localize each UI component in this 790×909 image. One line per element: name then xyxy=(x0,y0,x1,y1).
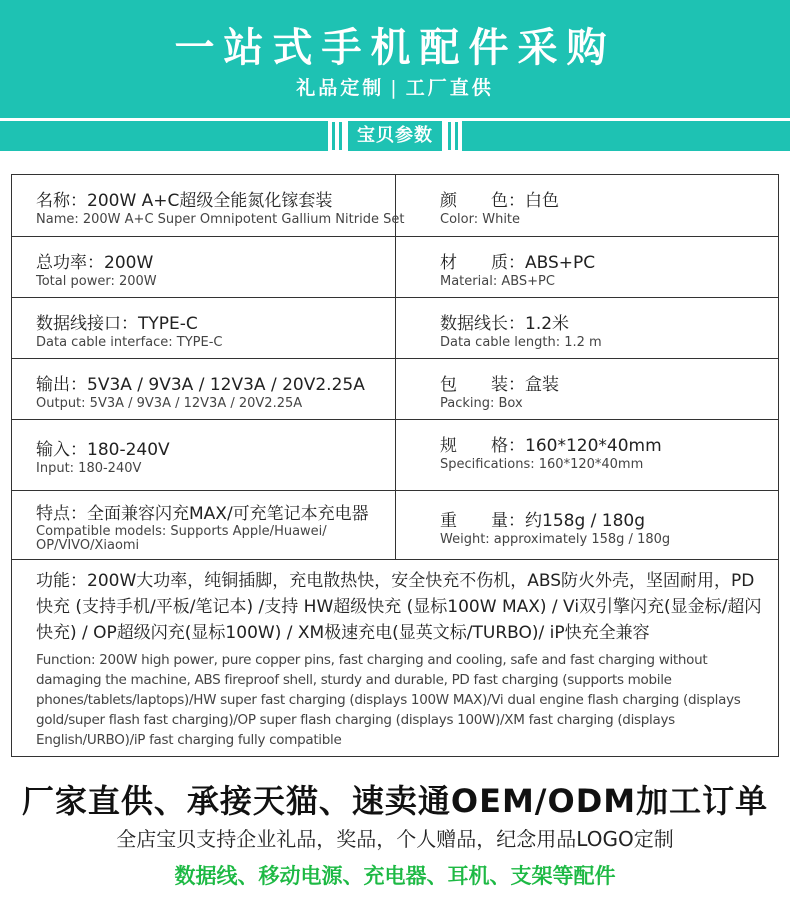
spec-specifications-zh: 规 格：160*120*40mm xyxy=(440,436,662,456)
spec-cable-length-en: Data cable length: 1.2 m xyxy=(440,335,602,350)
footer-categories: 数据线、移动电源、充电器、耳机、支架等配件 xyxy=(174,864,616,888)
spec-cell-features xyxy=(12,491,396,559)
section-title: 宝贝参数 xyxy=(348,121,442,151)
spec-name-zh: 名称：200W A+C超级全能氮化镓套装 xyxy=(36,191,333,211)
spec-packing-zh: 包 装：盒装 xyxy=(440,375,559,395)
spec-material-en: Material: ABS+PC xyxy=(440,274,555,289)
spec-features-en: Compatible models: Supports Apple/Huawei/ OP/VIVO/Xiaomi xyxy=(36,524,327,553)
spec-row-function xyxy=(12,560,778,756)
banner-subtitle xyxy=(0,73,790,100)
spec-weight-zh: 重 量：约158g / 180g xyxy=(440,511,646,531)
spec-cell-name xyxy=(12,175,405,236)
spec-material-zh: 材 质：ABS+PC xyxy=(440,253,596,273)
spec-cell-material xyxy=(396,237,778,297)
spec-output-en: Output: 5V3A / 9V3A / 12V3A / 20V2.25A xyxy=(36,396,303,411)
spec-cable-interface-zh: 数据线接口：TYPE-C xyxy=(36,314,198,334)
spec-color-zh: 颜 色：白色 xyxy=(440,191,559,211)
spec-cell-cable-interface xyxy=(12,298,396,358)
spec-row-name-color xyxy=(12,175,778,237)
spec-name-en: Name: 200W A+C Super Omnipotent Gallium Nitride Set xyxy=(36,212,405,227)
spec-row-input-size xyxy=(12,420,778,491)
spec-row-features-weight xyxy=(12,491,778,560)
function-description-zh: 功能：200W大功率，纯铜插脚，充电散热快，安全快充不伤机，ABS防火外壳，坚固耐用，PD快充 (支持手机/平板/笔记本) /支持 HW超级快充 (显标100W MAX) / Vi双引擎闪充(显金标/超闪快充) / OP超级闪充(显标100W) / XM极速充电(显英文标/TURBO)/ iP快充全兼容 xyxy=(36,571,762,643)
section-title-badge xyxy=(328,118,462,154)
spec-total-power-zh: 总功率：200W xyxy=(36,253,154,273)
spec-cell-cable-length xyxy=(396,298,778,358)
header-banner xyxy=(0,0,790,118)
function-description-en: Function: 200W high power, pure copper pins, fast charging and cooling, safe and fast charging without damaging the machine, ABS fireproof shell, sturdy and durable, PD fast charging (supports mobile phones/tablets/laptops)/HW super fast charging (displays 100W MAX)/Vi dual engine flash charging (displays gold/super flash fast charging)/OP super flash charging (displays 100W)/XM fast charging (displays English/URBO)/iP fast charging fully compatible xyxy=(36,652,741,748)
spec-total-power-en: Total power: 200W xyxy=(36,274,157,289)
spec-cell-output xyxy=(12,359,396,419)
spec-cell-specifications xyxy=(396,420,778,490)
badge-bar-right-outer xyxy=(455,122,458,150)
badge-bar-left-outer xyxy=(332,122,335,150)
badge-bar-right-inner xyxy=(448,122,451,150)
spec-features-zh: 特点：全面兼容闪充MAX/可充笔记本充电器 xyxy=(36,504,369,524)
spec-row-power-material xyxy=(12,237,778,298)
spec-row-cable xyxy=(12,298,778,359)
spec-cell-total-power xyxy=(12,237,396,297)
spec-input-zh: 输入：180-240V xyxy=(36,440,170,460)
spec-color-en: Color: White xyxy=(440,212,521,227)
badge-bar-left-inner xyxy=(339,122,342,150)
spec-cell-input xyxy=(12,420,396,490)
spec-row-output-packing xyxy=(12,359,778,420)
spec-specifications-en: Specifications: 160*120*40mm xyxy=(440,457,644,472)
spec-cell-color xyxy=(396,175,778,236)
spec-cable-length-zh: 数据线长：1.2米 xyxy=(440,314,570,334)
banner-subtitle-right: 工厂直供 xyxy=(405,77,494,99)
spec-input-en: Input: 180-240V xyxy=(36,461,142,476)
spec-cable-interface-en: Data cable interface: TYPE-C xyxy=(36,335,223,350)
spec-weight-en: Weight: approximately 158g / 180g xyxy=(440,532,671,547)
spec-cell-packing xyxy=(396,359,778,419)
spec-packing-en: Packing: Box xyxy=(440,396,523,411)
spec-cell-weight xyxy=(396,491,778,559)
banner-subtitle-left: 礼品定制 xyxy=(296,77,385,99)
banner-subtitle-separator: | xyxy=(390,77,400,99)
footer-slogan: 厂家直供、承接天猫、速卖通OEM/ODM加工订单 xyxy=(21,782,769,820)
spec-output-zh: 输出：5V3A / 9V3A / 12V3A / 20V2.25A xyxy=(36,375,365,395)
banner-title: 一站式手机配件采购 xyxy=(174,25,616,71)
footer-subline: 全店宝贝支持企业礼品，奖品，个人赠品，纪念用品LOGO定制 xyxy=(116,827,674,851)
spec-table xyxy=(11,174,779,757)
